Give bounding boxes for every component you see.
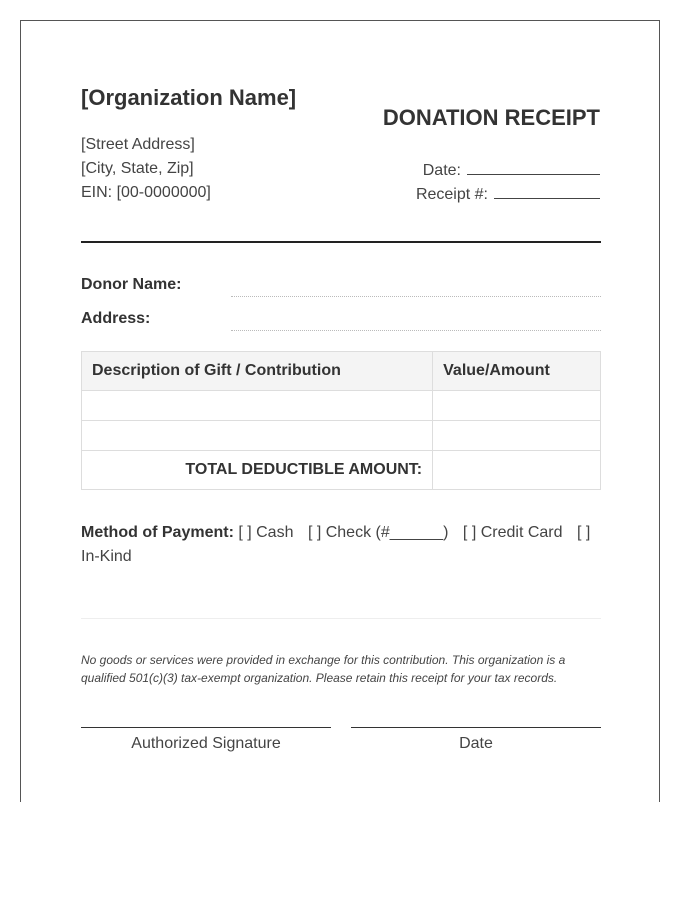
header-divider [81, 241, 601, 243]
payment-option-in-kind[interactable]: [ ] In-Kind [81, 524, 591, 565]
gift-description-cell[interactable] [82, 391, 433, 421]
value-header: Value/Amount [433, 352, 601, 391]
receipt-number-field[interactable] [416, 184, 600, 204]
payment-option-credit-card[interactable]: [ ] Credit Card [462, 524, 563, 541]
section-divider [81, 618, 601, 619]
date-field[interactable] [423, 160, 600, 180]
payment-option-check[interactable]: [ ] Check (#______) [307, 524, 449, 541]
donor-name-label: Donor Name: [81, 276, 182, 293]
authorized-signature-line[interactable] [81, 727, 331, 728]
street-address: [Street Address] [81, 136, 195, 153]
document-title: DONATION RECEIPT [382, 105, 600, 130]
gift-value-cell[interactable] [433, 421, 601, 451]
donor-address-line[interactable] [231, 330, 601, 331]
donor-name-line[interactable] [231, 296, 601, 297]
city-state-zip: [City, State, Zip] [81, 160, 194, 177]
total-value-cell[interactable] [433, 451, 601, 490]
date-label: Date: [422, 162, 461, 179]
date-blank[interactable] [467, 160, 600, 175]
ein: EIN: [00-0000000] [81, 184, 211, 201]
gift-table [81, 351, 601, 490]
donor-address-label: Address: [81, 310, 151, 327]
payment-label: Method of Payment: [81, 524, 234, 541]
table-row [82, 421, 601, 451]
table-header-row [82, 352, 601, 391]
authorized-signature-label: Authorized Signature [131, 735, 281, 752]
total-row [82, 451, 601, 490]
signature-date-line[interactable] [351, 727, 601, 728]
receipt-page [20, 20, 660, 802]
payment-method [81, 521, 601, 569]
total-label: TOTAL DEDUCTIBLE AMOUNT: [82, 451, 433, 490]
table-row [82, 391, 601, 421]
payment-option-cash[interactable]: [ ] Cash [238, 524, 294, 541]
gift-description-cell[interactable] [82, 421, 433, 451]
description-header: Description of Gift / Contribution [82, 352, 433, 391]
gift-value-cell[interactable] [433, 391, 601, 421]
receipt-number-blank[interactable] [494, 184, 600, 199]
receipt-number-label: Receipt #: [415, 186, 488, 203]
signature-date-label: Date [459, 735, 493, 752]
organization-name: [Organization Name] [81, 85, 297, 110]
disclaimer-text: No goods or services were provided in exchange for this contribution. This organization is a qualified 501(c)(3) tax-exempt organization. Please retain this receipt for your tax records. [81, 653, 566, 685]
